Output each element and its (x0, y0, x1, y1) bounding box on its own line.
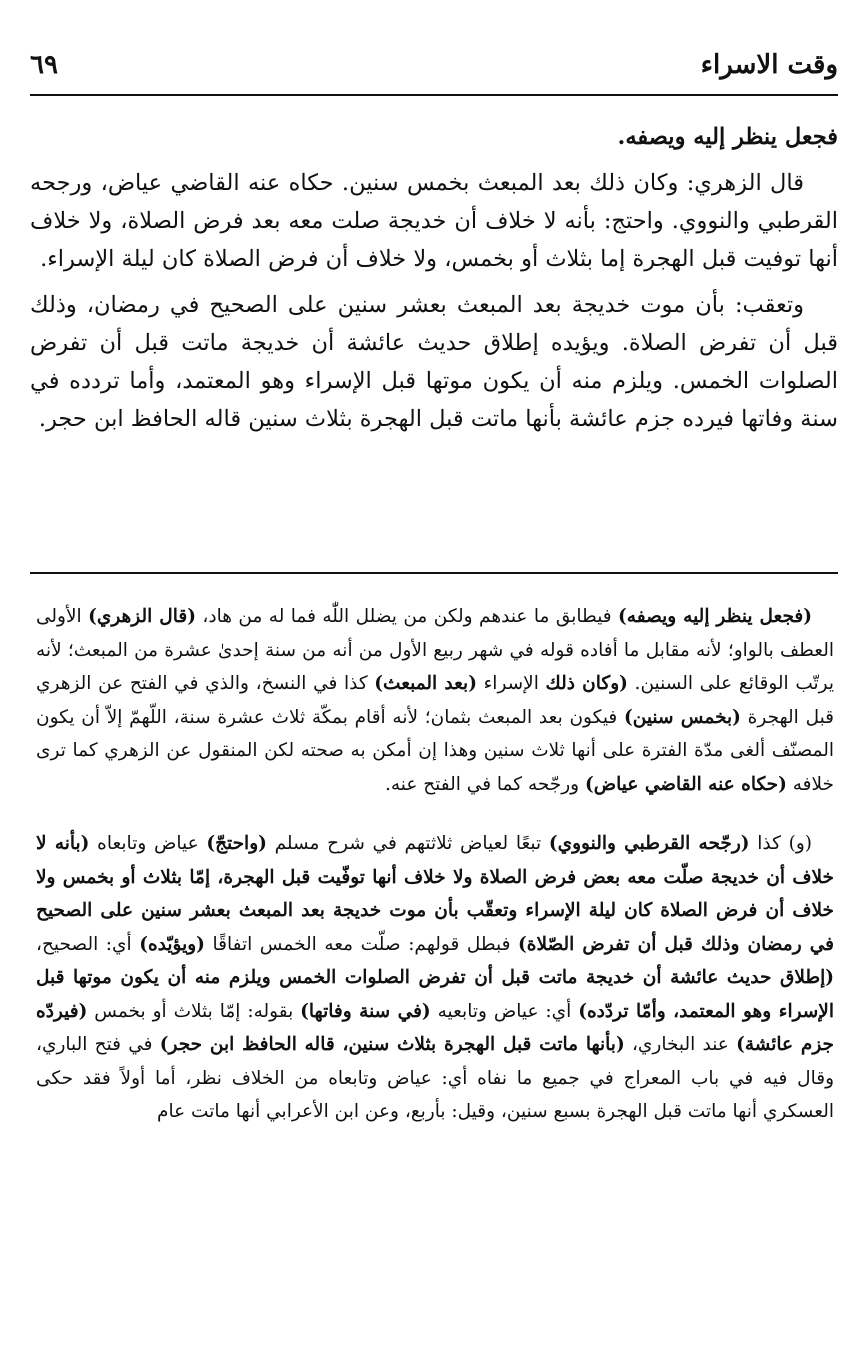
commentary-text: أي: عياض وتابعيه (430, 1000, 579, 1022)
commentary-text: عياض وتابعاه (89, 833, 207, 854)
quoted-text: (حكاه عنه القاضي عياض) (585, 773, 787, 795)
commentary-text: أي: الصحيح، (36, 933, 140, 955)
quoted-text: (وكان ذلك (545, 673, 628, 694)
commentary-text: فيكون بعد المبعث بثمان؛ لأنه أقام بمكّة ثلاث عشرة سنة، اللّهمّ إلاّ أن يكون المصنّف ألغى مدّة الفترة على أنها ثلاث سنين وهذا إن أمكن به صحته لكن المنقول عن الزهري كما ترى خلافه (36, 706, 834, 795)
commentary-text: عند البخاري، (624, 1034, 737, 1055)
commentary-text: الإسراء (476, 673, 546, 694)
page-header (30, 46, 838, 90)
main-paragraph: فجعل ينظر إليه ويصفه. (617, 124, 838, 150)
quoted-text: (رجّحه القرطبي والنووي) (548, 833, 750, 854)
commentary-paragraph (36, 827, 834, 1129)
header-rule (30, 94, 838, 96)
commentary-text: كذا في النسخ، والذي في الفتح عن الزهري قبل الهجرة (36, 673, 835, 728)
page-number: ٦٩ (30, 50, 58, 80)
quoted-text: (فجعل ينظر إليه ويصفه) (618, 606, 812, 627)
commentary-text: في فتح الباري، وقال فيه في باب المعراج في جميع ما نفاه أي: عياض وتابعاه من الخلاف نظر، أما أولاً فقد حكى العسكري أنها ماتت قبل الهجرة بسبع سنين، وقيل: بأربع، وعن ابن الأعرابي أنها ماتت عام (36, 1034, 834, 1122)
main-paragraph: وتعقب: بأن موت خديجة بعد المبعث بعشر سنين على الصحيح في رمضان، وذلك قبل أن تفرض الصلاة. ويؤيده إطلاق حديث عائشة أن خديجة ماتت قبل أن تفرض الصلوات الخمس. ويلزم منه أن يكون موتها قبل الإسراء وهو المعتمد، وأما تردده في سنة وفاتها فيرده جزم عائشة بأنها ماتت قبل الهجرة بثلاث سنين قاله الحافظ ابن حجر. (30, 292, 838, 432)
commentary-text: تبعًا لعياض ثلاثتهم في شرح مسلم (266, 833, 549, 854)
main-text (30, 118, 838, 446)
commentary-text: بقوله: إمّا بثلاث أو بخمس (87, 1000, 301, 1022)
quoted-text: (بخمس سنين) (624, 706, 741, 728)
commentary-text: الأولى العطف بالواو؛ لأنه مقابل ما أفاده قوله في شهر ربيع الأول من أنه من سنة إحدىٰ عشرة من المبعث؛ لأنه يرتّب الوقائع على السنين. (36, 606, 834, 694)
quoted-text: (بأنه لا خلاف أن خديجة صلّت معه بعض فرض الصلاة ولا خلاف أنها توفّيت قبل الهجرة، إمّا بثلاث أو بخمس ولا خلاف أن فرض الصلاة كان ليلة الإسراء وتعقّب بأن موت خديجة بعد المبعث بعشر سنين على الصحيح في رمضان وذلك قبل أن تفرض الصّلاة) (36, 833, 834, 955)
quoted-text: (فيردّه جزم عائشة) (36, 1000, 834, 1055)
main-paragraph: قال الزهري: وكان ذلك بعد المبعث بخمس سنين. حكاه عنه القاضي عياض، ورجحه القرطبي والنووي. واحتج: بأنه لا خلاف أن خديجة صلت معه بعد فرض الصلاة، ولا خلاف أنها توفيت قبل الهجرة إما بثلاث أو بخمس، ولا خلاف أن فرض الصلاة كان ليلة الإسراء. (30, 170, 838, 272)
quoted-text: (إطلاق حديث عائشة أن خديجة ماتت قبل أن تفرض الصلوات الخمس ويلزم منه أن يكون موتها قبل الإسراء وهو المعتمد، وأمّا تردّده) (36, 967, 834, 1022)
separator-rule (30, 572, 838, 574)
quoted-text: (في سنة وفاتها) (300, 1000, 431, 1022)
commentary-text: فبطل قولهم: صلّت معه الخمس اتفاقًا (204, 933, 519, 955)
quoted-text: (ويؤيّده) (139, 933, 205, 955)
quoted-text: (بأنها ماتت قبل الهجرة بثلاث سنين، قاله الحافظ ابن حجر) (159, 1034, 625, 1055)
commentary-text: فيطابق ما عندهم ولكن من يضلل اللّٰه فما له من هاد، (195, 606, 619, 627)
quoted-text: (واحتجّ) (206, 833, 267, 854)
commentary-text: ورجّحه كما في الفتح عنه. (384, 773, 585, 795)
commentary-text: (و) كذا (749, 833, 812, 854)
commentary (36, 600, 834, 1155)
quoted-text: (بعد المبعث) (374, 673, 477, 694)
chapter-title: وقت الاسراء (700, 50, 838, 80)
quoted-text: (قال الزهري) (88, 606, 196, 627)
commentary-paragraph (36, 600, 834, 801)
